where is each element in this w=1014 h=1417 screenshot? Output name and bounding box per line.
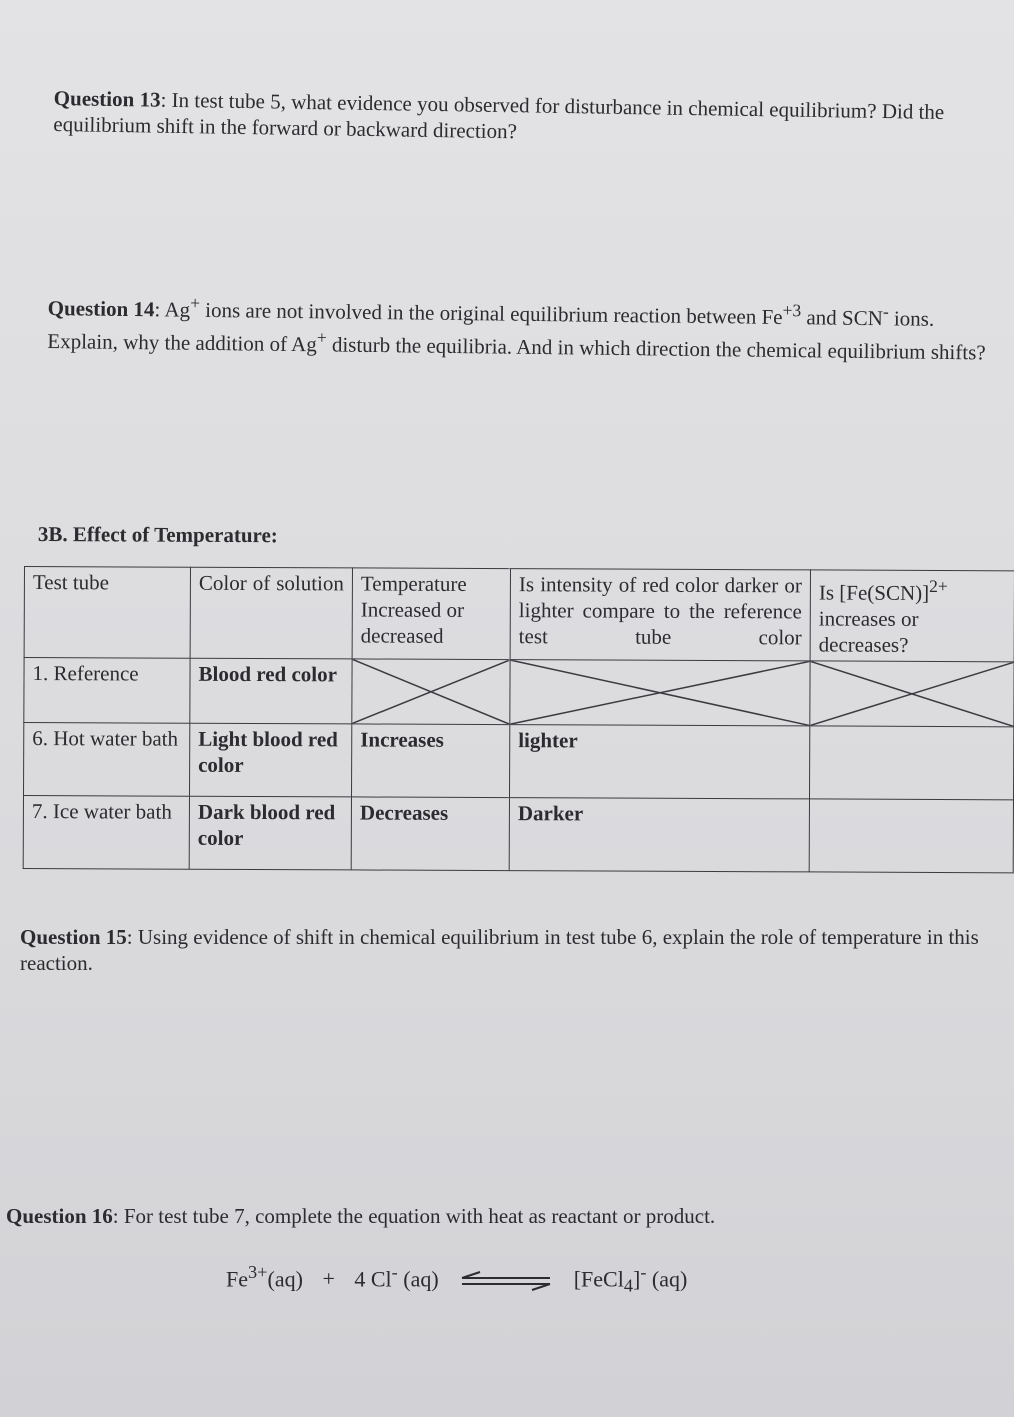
question-13-label: Question 13 — [53, 85, 161, 112]
table-header-row — [24, 567, 1014, 662]
question-14 — [47, 288, 998, 366]
header-intensity: Is intensity of red color darker or lighter compare to the reference test tube color — [510, 569, 810, 661]
header-test-tube: Test tube — [24, 567, 190, 659]
cell-tube: 1. Reference — [24, 658, 190, 724]
scn-charge: - — [882, 301, 889, 322]
cell-temperature: Decreases — [351, 797, 509, 871]
question-14-text: ions. Explain, why the addition of Ag — [47, 306, 935, 357]
header-color: Color of solution — [190, 567, 352, 659]
question-14-text: and SCN — [801, 305, 883, 331]
cell-fescn — [809, 799, 1013, 873]
header-temperature: Temperature Increased or decreased — [352, 568, 510, 660]
question-15-text: : Using evidence of shift in chemical equilibrium in test tube 6, explain the role of temperature in this reaction. — [20, 925, 979, 975]
cross-mark — [510, 660, 809, 725]
section-heading-3b: 3B. Effect of Temperature: — [37, 522, 278, 548]
cell-color: Dark blood red color — [189, 796, 351, 870]
question-16 — [6, 1203, 1006, 1229]
product-fecl4: [FeCl — [573, 1266, 624, 1292]
cell-tube: 7. Ice water bath — [23, 796, 189, 870]
crossed-out-cell — [510, 660, 810, 726]
crossed-out-cell — [810, 661, 1014, 727]
cell-temperature: Increases — [351, 724, 509, 798]
question-14-label: Question 14 — [47, 295, 155, 322]
question-15-label: Question 15 — [20, 925, 127, 949]
question-16-label: Question 16 — [6, 1204, 113, 1228]
cell-intensity: Darker — [509, 798, 809, 872]
question-14-text: disturb the equilibria. And in which direction the chemical equilibrium shifts? — [326, 332, 986, 365]
table-row — [23, 796, 1013, 873]
equilibrium-arrow-icon — [458, 1271, 554, 1291]
chemical-equation: $Fe^{3+}(aq) + 4$ Cl- (aq) [FeCl$_4$]- (aq) — [226, 1262, 688, 1296]
crossed-out-cell — [352, 659, 510, 725]
plus-sign: + — [322, 1266, 335, 1292]
table-row — [23, 723, 1013, 800]
cell-intensity: lighter — [509, 725, 809, 799]
ag-charge: + — [316, 327, 327, 348]
temperature-table — [23, 566, 1014, 873]
question-16-text: : For test tube 7, complete the equation with heat as reactant or product. — [112, 1204, 716, 1228]
cell-tube: 6. Hot water bath — [23, 723, 189, 797]
question-13 — [53, 85, 994, 152]
ag-charge: + — [190, 292, 201, 313]
cell-fescn — [809, 726, 1013, 800]
question-15 — [20, 924, 1014, 976]
cell-color: Light blood red color — [189, 723, 351, 797]
table-row — [24, 658, 1014, 727]
cross-mark — [810, 661, 1013, 726]
question-14-text: ions are not involved in the original equilibrium reaction between Fe — [199, 297, 783, 329]
cross-mark — [352, 659, 509, 724]
header-fescn: Is $[Fe(SCN)]^{2+}$ increases or decreases? — [810, 570, 1014, 662]
fe-charge: +3 — [782, 299, 802, 321]
cell-color: Blood red color — [190, 658, 352, 724]
question-13-text: : In test tube 5, what evidence you observed for disturbance in chemical equilibrium? Did the equilibrium shift in the forward or backward direction? — [53, 87, 945, 144]
question-14-text: : Ag — [154, 297, 191, 322]
reactant-fe: Fe — [226, 1266, 248, 1292]
reactant-cl: 4 Cl — [354, 1266, 392, 1292]
